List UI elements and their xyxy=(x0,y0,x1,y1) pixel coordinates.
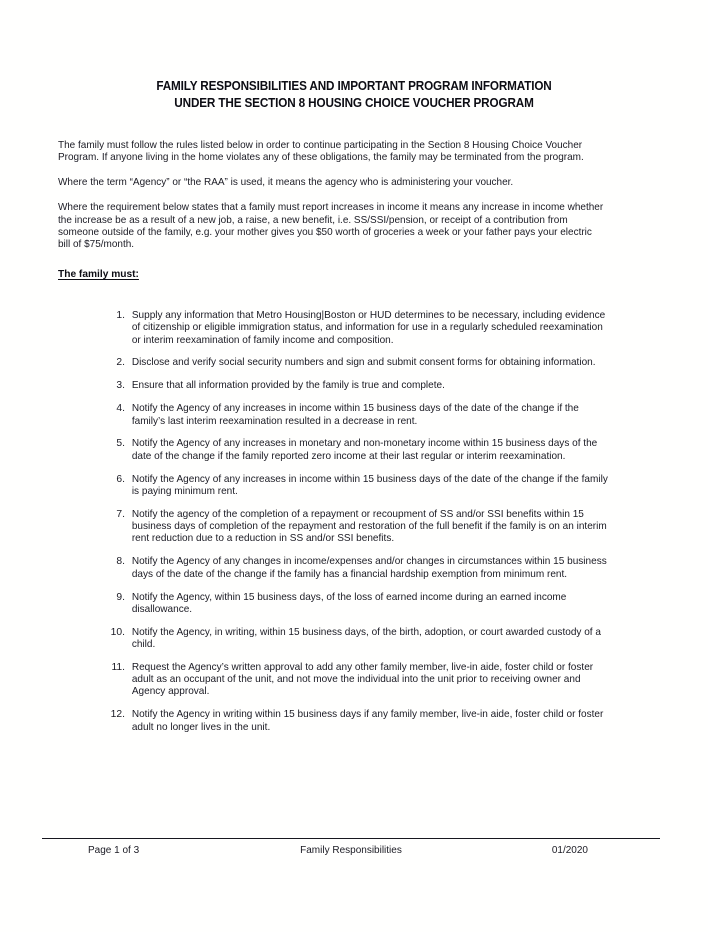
list-item xyxy=(104,438,622,463)
list-item-number: 7. xyxy=(116,508,125,520)
list-item-text: Notify the Agency of any increases in income within 15 business days of the date of the change if the family’s last interim reexamination resulted in a decrease in rent. xyxy=(131,403,579,427)
list-item-text: Notify the Agency, within 15 business days, of the loss of earned income during an earned income disallowance. xyxy=(131,591,567,615)
list-item xyxy=(104,556,622,581)
list-item-text: Notify the Agency, in writing, within 15 business days, of the birth, adoption, or court awarded custody of a child. xyxy=(131,626,601,650)
list-item-number: 11. xyxy=(111,661,125,673)
list-item xyxy=(104,592,622,617)
list-item-number: 12. xyxy=(110,709,125,721)
section-heading-family-must: The family must: xyxy=(58,268,139,281)
list-item xyxy=(104,474,622,499)
list-item-number: 6. xyxy=(116,473,125,485)
list-item-text: Notify the Agency of any increases in monetary and non-monetary income within 15 business days of the date of the change if the family reported zero income at their last regular or interim reexamination. xyxy=(131,438,598,462)
list-item-text: Supply any information that Metro Housing|Boston or HUD determines to be necessary, including evidence of citizenship or eligible immigration status, and information for use in a regularly scheduled reexamination or interim reexamination of family income and composition. xyxy=(131,310,606,346)
list-item-text: Notify the Agency of any changes in income/expenses and/or changes in circumstances within 15 business days of the date of the change if the family has a financial hardship exemption from minimum rent. xyxy=(131,556,607,580)
list-item-text: Notify the agency of the completion of a repayment or recoupment of SS and/or SSI benefits within 15 business days of completion of the repayment and restoration of the full benefit if the family is on an interim rent reduction due to a reduction in SS and/or SSI benefits. xyxy=(131,508,607,545)
list-item-number: 3. xyxy=(116,380,125,392)
intro-paragraph-2: Where the term “Agency” or “the RAA” is used, it means the agency who is administering your voucher. xyxy=(58,177,514,189)
intro-paragraph-3: Where the requirement below states that a family must report increases in income it means any increase in income whether the increase be as a result of a new job, a raise, a new benefit, i.e. SS/SSI/pension, or receipt of a contribution from someone outside of the family, e.g. your mother gives you $50 worth of groceries a week or your father pays your electric bill of $75/month. xyxy=(58,202,604,251)
list-item-number: 9. xyxy=(116,591,125,603)
footer-page-number: Page 1 of 3 xyxy=(88,845,140,856)
list-item xyxy=(104,357,622,369)
list-item-text: Request the Agency’s written approval to add any other family member, live-in aide, foster child or foster adult as an occupant of the unit, and not move the individual into the unit prior to receiving owner and Agency approval. xyxy=(131,661,594,698)
list-item-text: Ensure that all information provided by the family is true and complete. xyxy=(131,380,445,392)
list-item xyxy=(104,709,622,734)
list-item xyxy=(104,627,622,652)
page-title-line-2: UNDER THE SECTION 8 HOUSING CHOICE VOUCHER PROGRAM xyxy=(174,95,534,110)
list-item-number: 4. xyxy=(116,403,125,415)
list-item xyxy=(104,403,622,428)
footer-document-name: Family Responsibilities xyxy=(300,845,402,856)
intro-section xyxy=(58,140,621,293)
list-item xyxy=(104,380,622,392)
list-item xyxy=(104,310,622,347)
list-item-text: Notify the Agency of any increases in income within 15 business days of the date of the change if the family is paying minimum rent. xyxy=(131,473,608,497)
intro-paragraph-1: The family must follow the rules listed below in order to continue participating in the Section 8 Housing Choice Voucher Program. If anyone living in the home violates any of these obligations, the family may be terminated from the program. xyxy=(58,140,584,164)
page-title-line-1: FAMILY RESPONSIBILITIES AND IMPORTANT PROGRAM INFORMATION xyxy=(156,79,552,93)
list-item-text: Notify the Agency in writing within 15 business days if any family member, live-in aide, foster child or foster adult no longer lives in the unit. xyxy=(131,709,604,733)
list-item xyxy=(104,662,622,699)
list-item-number: 2. xyxy=(116,357,125,369)
list-item xyxy=(104,509,622,546)
page-footer xyxy=(42,843,660,859)
list-item-number: 10. xyxy=(110,626,125,638)
list-item-text: Disclose and verify social security numbers and sign and submit consent forms for obtaining information. xyxy=(131,357,596,369)
footer-divider xyxy=(42,838,660,839)
list-item-number: 8. xyxy=(116,556,125,568)
requirements-list xyxy=(104,310,622,745)
list-item-number: 5. xyxy=(116,438,125,450)
list-item-number: 1. xyxy=(116,310,125,321)
page-title xyxy=(79,78,630,111)
footer-revision-date: 01/2020 xyxy=(551,845,588,856)
